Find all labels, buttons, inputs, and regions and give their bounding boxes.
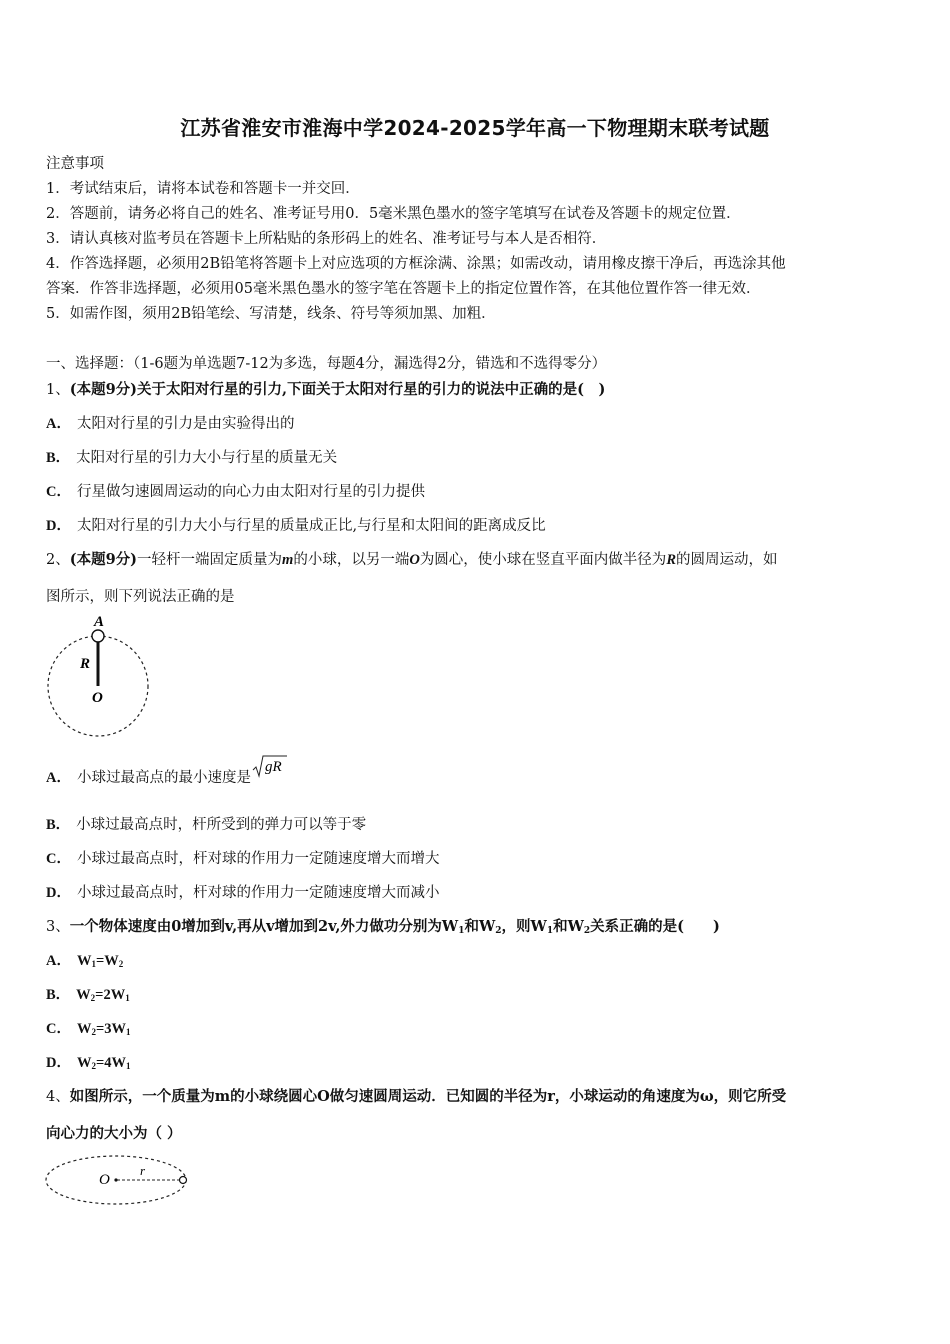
question-4-cont: 向心力的大小为（ ） [46, 1125, 182, 1142]
question-number: 3、 [46, 919, 70, 935]
notes-item-2: 2．答题前，请务必将自己的姓名、准考证号用0．5毫米黑色墨水的签字笔填写在试卷及答题卡的规定位置． [46, 206, 741, 222]
notes-item-5: 5．如需作图，须用2B铅笔绘、写清楚，线条、符号等须加黑、加粗． [46, 306, 496, 322]
label-a: A [94, 614, 105, 630]
notes-item-1: 1．考试结束后，请将本试卷和答题卡一并交回． [46, 181, 360, 197]
question-1 [46, 378, 605, 399]
question-stem: 如图所示，一个质量为m的小球绕圆心O做匀速圆周运动．已知圆的半径为r，小球运动的角速度为ω，则它所受 [69, 1088, 787, 1105]
notes-heading: 注意事项 [46, 156, 104, 172]
svg-text:gR: gR [264, 759, 282, 775]
q2-option-b: B． 小球过最高点时，杆所受到的弹力可以等于零 [46, 817, 367, 833]
question-number: 1、 [46, 382, 70, 398]
q1-option-a: A． 太阳对行星的引力是由实验得出的 [46, 416, 295, 432]
question-number: 4、 [46, 1089, 70, 1105]
label-o: O [99, 1172, 110, 1188]
label-r: r [140, 1163, 146, 1178]
notes-item-4: 4．作答选择题，必须用2B铅笔将答题卡上对应选项的方框涂满、涂黑；如需改动，请用橡皮擦干净后，再选涂其他 [46, 256, 786, 272]
q3-option-b: B． $W_2=2W_1$ [46, 987, 130, 1003]
notes-item-4-cont: 答案．作答非选择题，必须用05毫米黑色墨水的签字笔在答题卡上的指定位置作答，在其他位置作答一律无效． [46, 281, 761, 297]
sqrt-formula [251, 759, 289, 784]
question-2: 2、(本题9分)一轻杆一端固定质量为m的小球，以另一端O为圆心，使小球在竖直平面内做半径为R的圆周运动，如 [46, 551, 778, 568]
label-o: O [92, 690, 103, 706]
q3-option-d: D． $W_2=4W_1$ [46, 1055, 131, 1071]
question-label: (本题9分) [69, 381, 138, 398]
q2-option-d: D． 小球过最高点时，杆对球的作用力一定随速度增大而减小 [46, 885, 440, 901]
q2-figure [40, 612, 160, 744]
notes-item-3: 3．请认真核对监考员在答题卡上所粘贴的条形码上的姓名、准考证号与本人是否相符． [46, 231, 607, 247]
q1-option-d: D． 太阳对行星的引力大小与行星的质量成正比,与行星和太阳间的距离成反比 [46, 518, 546, 534]
question-number: 2、 [46, 552, 70, 568]
ball [92, 630, 104, 642]
q3-option-a: A． $W_1=W_2$ [46, 953, 124, 969]
q1-option-c: C． 行星做匀速圆周运动的向心力由太阳对行星的引力提供 [46, 484, 425, 500]
section-heading: 一、选择题：（1-6题为单选题7-12为多选，每题4分，漏选得2分，错选和不选得零分） [46, 356, 607, 372]
question-label: (本题9分) [69, 551, 138, 568]
question-4 [46, 1085, 786, 1106]
q2-option-c: C． 小球过最高点时，杆对球的作用力一定随速度增大而增大 [46, 851, 440, 867]
ball [180, 1177, 187, 1184]
question-stem: 关于太阳对行星的引力,下面关于太阳对行星的引力的说法中正确的是( ) [137, 381, 606, 398]
question-2-cont: 图所示，则下列说法正确的是 [46, 589, 235, 605]
q1-option-b: B． 太阳对行星的引力大小与行星的质量无关 [46, 450, 338, 466]
q3-option-c: C． $W_2=3W_1$ [46, 1021, 131, 1037]
q2-option-a: A． 小球过最高点的最小速度是 gR [46, 764, 289, 787]
label-r: R [80, 656, 91, 672]
question-3: 3、一个物体速度由0增加到v,再从v增加到2v,外力做功分别为$W_1$和$W_2$，则$W_1$和$W_2$关系正确的是( ) [46, 918, 720, 936]
q4-figure [44, 1152, 194, 1208]
page-title: 江苏省淮安市淮海中学2024-2025学年高一下物理期末联考试题 [180, 116, 770, 140]
